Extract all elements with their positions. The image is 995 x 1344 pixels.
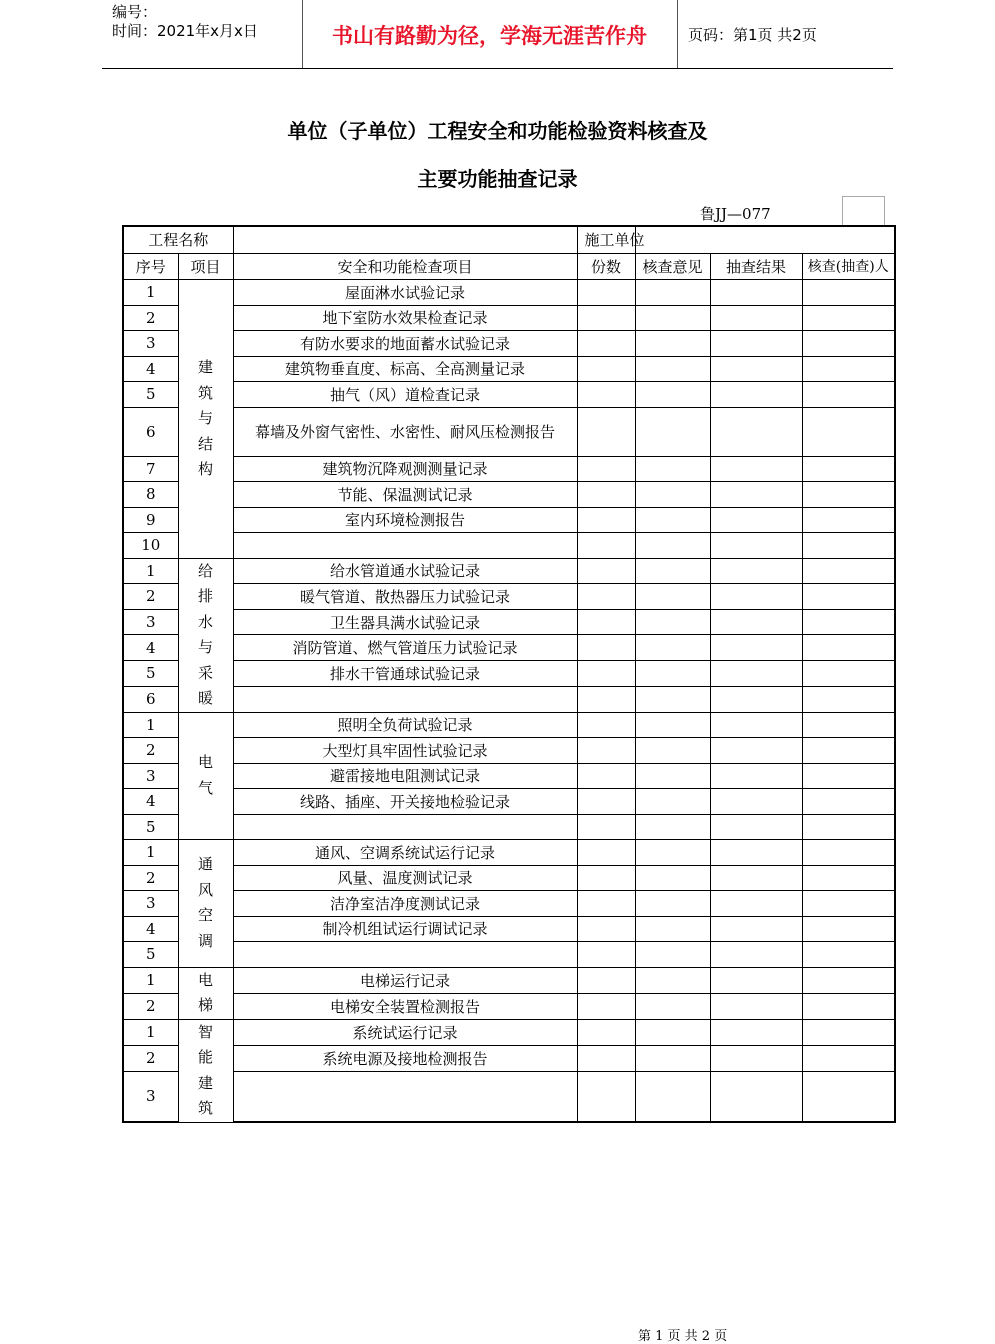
check-item: 系统试运行记录 [233, 1019, 577, 1045]
header-divider [677, 0, 678, 68]
opinion-cell[interactable] [635, 916, 710, 942]
result-cell[interactable] [710, 584, 802, 610]
opinion-cell[interactable] [635, 1071, 710, 1122]
project-row [123, 226, 895, 253]
page-header [102, 0, 893, 69]
inspector-cell[interactable] [802, 840, 895, 866]
result-cell[interactable] [710, 814, 802, 840]
opinion-cell[interactable] [635, 584, 710, 610]
result-cell[interactable] [710, 738, 802, 764]
table-row [123, 456, 895, 482]
row-number: 5 [123, 814, 178, 840]
check-item: 大型灯具牢固性试验记录 [233, 738, 577, 764]
copies-cell[interactable] [577, 891, 635, 917]
copies-cell[interactable] [577, 407, 635, 456]
title-line-2: 主要功能抽查记录 [417, 167, 578, 191]
copies-cell[interactable] [577, 789, 635, 815]
inspector-cell[interactable] [802, 814, 895, 840]
inspector-cell[interactable] [802, 305, 895, 331]
opinion-cell[interactable] [635, 865, 710, 891]
copies-cell[interactable] [577, 558, 635, 584]
table-row [123, 356, 895, 382]
check-item [233, 533, 577, 559]
row-number: 2 [123, 993, 178, 1019]
copies-cell[interactable] [577, 1045, 635, 1071]
copies-cell[interactable] [577, 609, 635, 635]
check-item: 线路、插座、开关接地检验记录 [233, 789, 577, 815]
row-number: 5 [123, 382, 178, 408]
table-row [123, 584, 895, 610]
result-cell[interactable] [710, 407, 802, 456]
copies-cell[interactable] [577, 840, 635, 866]
copies-cell[interactable] [577, 331, 635, 357]
inspector-cell[interactable] [802, 967, 895, 993]
inspector-cell[interactable] [802, 482, 895, 508]
inspector-cell[interactable] [802, 533, 895, 559]
opinion-cell[interactable] [635, 482, 710, 508]
construction-unit-label: 施工单位 [577, 226, 635, 253]
opinion-cell[interactable] [635, 558, 710, 584]
opinion-cell[interactable] [635, 507, 710, 533]
result-cell[interactable] [710, 763, 802, 789]
result-cell[interactable] [710, 1071, 802, 1122]
result-cell[interactable] [710, 382, 802, 408]
table-row [123, 814, 895, 840]
row-number: 2 [123, 584, 178, 610]
inspector-cell[interactable] [802, 280, 895, 306]
inspector-cell[interactable] [802, 942, 895, 968]
check-item: 卫生器具满水试验记录 [233, 609, 577, 635]
opinion-cell[interactable] [635, 789, 710, 815]
table-row [123, 635, 895, 661]
copies-cell[interactable] [577, 712, 635, 738]
row-number: 4 [123, 356, 178, 382]
construction-unit-value[interactable] [635, 226, 895, 253]
row-number: 5 [123, 942, 178, 968]
check-item: 电梯安全装置检测报告 [233, 993, 577, 1019]
result-cell[interactable] [710, 456, 802, 482]
copies-cell[interactable] [577, 661, 635, 687]
table-row [123, 558, 895, 584]
row-number: 1 [123, 1019, 178, 1045]
result-cell[interactable] [710, 635, 802, 661]
row-number: 3 [123, 331, 178, 357]
copies-cell[interactable] [577, 533, 635, 559]
header-info [112, 3, 258, 41]
check-item: 建筑物沉降观测测量记录 [233, 456, 577, 482]
inspector-cell[interactable] [802, 507, 895, 533]
table-row [123, 840, 895, 866]
inspector-cell[interactable] [802, 407, 895, 456]
inspection-table [122, 225, 896, 1123]
opinion-cell[interactable] [635, 763, 710, 789]
check-item: 排水干管通球试验记录 [233, 661, 577, 687]
result-cell[interactable] [710, 507, 802, 533]
opinion-cell[interactable] [635, 891, 710, 917]
opinion-cell[interactable] [635, 993, 710, 1019]
row-number: 1 [123, 280, 178, 306]
inspector-cell[interactable] [802, 738, 895, 764]
inspector-cell[interactable] [802, 331, 895, 357]
table-row [123, 609, 895, 635]
row-number: 3 [123, 1071, 178, 1122]
inspector-cell[interactable] [802, 712, 895, 738]
check-item: 避雷接地电阻测试记录 [233, 763, 577, 789]
col-header-copies: 份数 [577, 253, 635, 280]
motto: 书山有路勤为径，学海无涯苦作舟 [332, 24, 647, 48]
table-row [123, 382, 895, 408]
opinion-cell[interactable] [635, 456, 710, 482]
row-number: 4 [123, 789, 178, 815]
check-item: 屋面淋水试验记录 [233, 280, 577, 306]
result-cell[interactable] [710, 331, 802, 357]
result-cell[interactable] [710, 967, 802, 993]
inspector-cell[interactable] [802, 382, 895, 408]
table-row [123, 891, 895, 917]
check-item [233, 942, 577, 968]
check-item [233, 1071, 577, 1122]
check-item: 消防管道、燃气管道压力试验记录 [233, 635, 577, 661]
opinion-cell[interactable] [635, 840, 710, 866]
result-cell[interactable] [710, 661, 802, 687]
result-cell[interactable] [710, 865, 802, 891]
copies-cell[interactable] [577, 456, 635, 482]
inspector-cell[interactable] [802, 1019, 895, 1045]
copies-cell[interactable] [577, 280, 635, 306]
check-item: 洁净室洁净度测试记录 [233, 891, 577, 917]
row-number: 1 [123, 712, 178, 738]
inspector-cell[interactable] [802, 891, 895, 917]
row-number: 1 [123, 558, 178, 584]
table-row [123, 942, 895, 968]
row-number: 7 [123, 456, 178, 482]
result-cell[interactable] [710, 686, 802, 712]
opinion-cell[interactable] [635, 967, 710, 993]
row-number: 2 [123, 305, 178, 331]
check-item: 节能、保温测试记录 [233, 482, 577, 508]
check-item [233, 814, 577, 840]
opinion-cell[interactable] [635, 1045, 710, 1071]
copies-cell[interactable] [577, 356, 635, 382]
copies-cell[interactable] [577, 916, 635, 942]
page-info: 页码：第1页 共2页 [688, 26, 817, 44]
check-item: 给水管道通水试验记录 [233, 558, 577, 584]
category-cell: 建 筑 与 结 构 [178, 280, 233, 559]
col-header-result: 抽查结果 [710, 253, 802, 280]
check-item: 暖气管道、散热器压力试验记录 [233, 584, 577, 610]
check-item: 地下室防水效果检查记录 [233, 305, 577, 331]
col-header-inspector: 核查(抽查)人 [802, 253, 895, 280]
inspector-cell[interactable] [802, 635, 895, 661]
check-item: 风量、温度测试记录 [233, 865, 577, 891]
result-cell[interactable] [710, 916, 802, 942]
category-cell: 智 能 建 筑 [178, 1019, 233, 1122]
result-cell[interactable] [710, 891, 802, 917]
copies-cell[interactable] [577, 763, 635, 789]
check-item [233, 686, 577, 712]
inspector-cell[interactable] [802, 916, 895, 942]
check-item: 室内环境检测报告 [233, 507, 577, 533]
result-cell[interactable] [710, 609, 802, 635]
column-header-row [123, 253, 895, 280]
inspector-cell[interactable] [802, 1071, 895, 1122]
category-cell: 通 风 空 调 [178, 840, 233, 968]
row-number: 3 [123, 891, 178, 917]
opinion-cell[interactable] [635, 382, 710, 408]
result-cell[interactable] [710, 840, 802, 866]
copies-cell[interactable] [577, 635, 635, 661]
opinion-cell[interactable] [635, 814, 710, 840]
result-cell[interactable] [710, 280, 802, 306]
check-item: 建筑物垂直度、标高、全高测量记录 [233, 356, 577, 382]
category-cell: 电 梯 [178, 967, 233, 1019]
page-footer: 第 1 页 共 2 页 [638, 1329, 728, 1344]
result-cell[interactable] [710, 1045, 802, 1071]
opinion-cell[interactable] [635, 686, 710, 712]
row-number: 3 [123, 763, 178, 789]
copies-cell[interactable] [577, 865, 635, 891]
copies-cell[interactable] [577, 993, 635, 1019]
row-number: 1 [123, 967, 178, 993]
table-row [123, 661, 895, 687]
inspector-cell[interactable] [802, 993, 895, 1019]
table-row [123, 916, 895, 942]
result-cell[interactable] [710, 942, 802, 968]
opinion-cell[interactable] [635, 356, 710, 382]
opinion-cell[interactable] [635, 1019, 710, 1045]
row-number: 1 [123, 840, 178, 866]
table-row [123, 1019, 895, 1045]
result-cell[interactable] [710, 356, 802, 382]
copies-cell[interactable] [577, 738, 635, 764]
inspector-cell[interactable] [802, 356, 895, 382]
result-cell[interactable] [710, 558, 802, 584]
result-cell[interactable] [710, 789, 802, 815]
table-row [123, 967, 895, 993]
category-cell: 给 排 水 与 采 暖 [178, 558, 233, 712]
table-row [123, 686, 895, 712]
inspector-cell[interactable] [802, 609, 895, 635]
inspector-cell[interactable] [802, 865, 895, 891]
copies-cell[interactable] [577, 507, 635, 533]
copies-cell[interactable] [577, 584, 635, 610]
number-label: 编号： [112, 3, 158, 21]
table-row [123, 280, 895, 306]
row-number: 5 [123, 661, 178, 687]
col-header-no: 序号 [123, 253, 178, 280]
check-item: 电梯运行记录 [233, 967, 577, 993]
row-number: 8 [123, 482, 178, 508]
check-item: 抽气（风）道检查记录 [233, 382, 577, 408]
table-row [123, 993, 895, 1019]
inspector-cell[interactable] [802, 763, 895, 789]
result-cell[interactable] [710, 993, 802, 1019]
inspector-cell[interactable] [802, 661, 895, 687]
table-row [123, 712, 895, 738]
copies-cell[interactable] [577, 305, 635, 331]
table-row [123, 407, 895, 456]
copies-cell[interactable] [577, 942, 635, 968]
table-row [123, 789, 895, 815]
row-number: 2 [123, 1045, 178, 1071]
check-item: 制冷机组试运行调试记录 [233, 916, 577, 942]
category-cell: 电 气 [178, 712, 233, 840]
table-row [123, 507, 895, 533]
inspector-cell[interactable] [802, 558, 895, 584]
result-cell[interactable] [710, 712, 802, 738]
copies-cell[interactable] [577, 382, 635, 408]
check-item: 系统电源及接地检测报告 [233, 1045, 577, 1071]
opinion-cell[interactable] [635, 942, 710, 968]
check-item: 有防水要求的地面蓄水试验记录 [233, 331, 577, 357]
table-row [123, 533, 895, 559]
table-row [123, 1071, 895, 1122]
copies-cell[interactable] [577, 1019, 635, 1045]
row-number: 6 [123, 407, 178, 456]
result-cell[interactable] [710, 482, 802, 508]
opinion-cell[interactable] [635, 533, 710, 559]
opinion-cell[interactable] [635, 712, 710, 738]
row-number: 9 [123, 507, 178, 533]
copies-cell[interactable] [577, 482, 635, 508]
inspector-cell[interactable] [802, 1045, 895, 1071]
result-cell[interactable] [710, 533, 802, 559]
opinion-cell[interactable] [635, 635, 710, 661]
inspector-cell[interactable] [802, 584, 895, 610]
corner-box [842, 196, 885, 226]
row-number: 2 [123, 738, 178, 764]
table-row [123, 331, 895, 357]
project-name-label: 工程名称 [123, 226, 233, 253]
table-row [123, 763, 895, 789]
row-number: 2 [123, 865, 178, 891]
copies-cell[interactable] [577, 967, 635, 993]
table-row [123, 305, 895, 331]
copies-cell[interactable] [577, 686, 635, 712]
inspector-cell[interactable] [802, 686, 895, 712]
project-name-value[interactable] [233, 226, 577, 253]
opinion-cell[interactable] [635, 407, 710, 456]
check-item: 幕墙及外窗气密性、水密性、耐风压检测报告 [233, 407, 577, 456]
result-cell[interactable] [710, 305, 802, 331]
time-label: 时间：2021年x月x日 [112, 22, 258, 40]
row-number: 3 [123, 609, 178, 635]
table-row [123, 1045, 895, 1071]
result-cell[interactable] [710, 1019, 802, 1045]
opinion-cell[interactable] [635, 305, 710, 331]
form-number: 鲁JJ—077 [700, 205, 771, 223]
copies-cell[interactable] [577, 1071, 635, 1122]
copies-cell[interactable] [577, 814, 635, 840]
row-number: 6 [123, 686, 178, 712]
table-row [123, 865, 895, 891]
row-number: 4 [123, 635, 178, 661]
col-header-category: 项目 [178, 253, 233, 280]
row-number: 10 [123, 533, 178, 559]
row-number: 4 [123, 916, 178, 942]
check-item: 照明全负荷试验记录 [233, 712, 577, 738]
opinion-cell[interactable] [635, 609, 710, 635]
opinion-cell[interactable] [635, 738, 710, 764]
inspector-cell[interactable] [802, 456, 895, 482]
opinion-cell[interactable] [635, 661, 710, 687]
col-header-opinion: 核查意见 [635, 253, 710, 280]
opinion-cell[interactable] [635, 280, 710, 306]
table-row [123, 482, 895, 508]
col-header-item: 安全和功能检查项目 [233, 253, 577, 280]
title-line-1: 单位（子单位）工程安全和功能检验资料核查及 [287, 119, 708, 143]
table-row [123, 738, 895, 764]
opinion-cell[interactable] [635, 331, 710, 357]
inspector-cell[interactable] [802, 789, 895, 815]
check-item: 通风、空调系统试运行记录 [233, 840, 577, 866]
